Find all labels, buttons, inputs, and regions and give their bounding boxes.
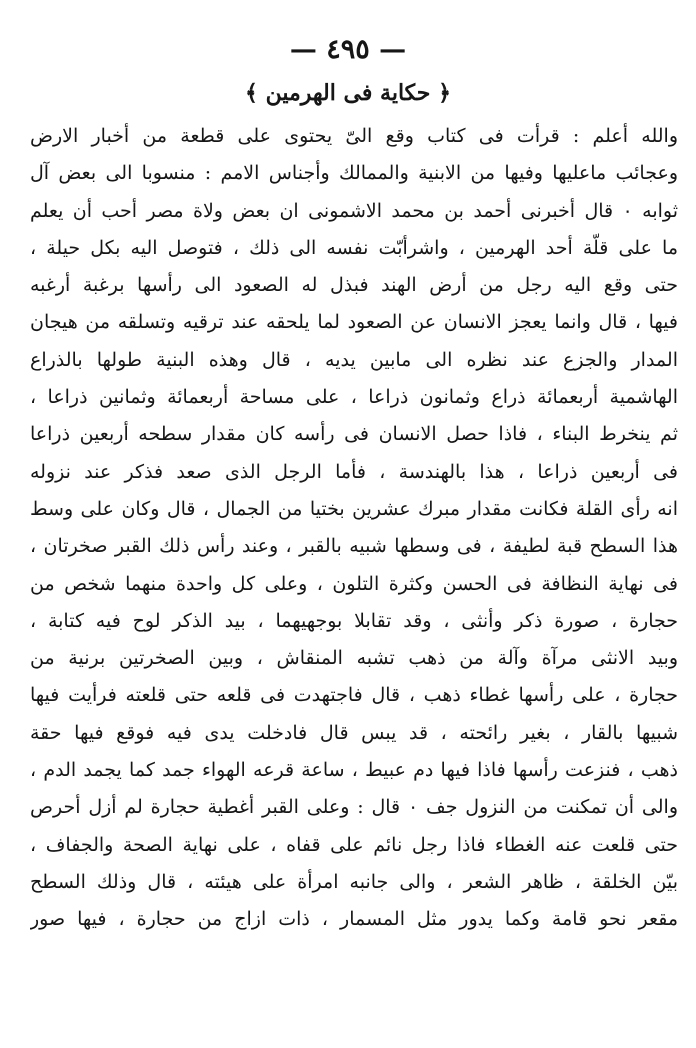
text-line: بيّن الخلقة ، ظاهر الشعر ، والى جانبه امرأة على هيئته ، قال وذلك السطح: [30, 870, 678, 893]
text-line: حجارة ، صورة ذكر وأنثى ، وقد تقابلا بوجهيهما ، بيد الذكر لوح فيه كتابة ،: [30, 609, 678, 632]
text-line: فى أربعين ذراعا ، هذا بالهندسة ، فأما الرجل الذى صعد فذكر عند نزوله: [30, 460, 678, 483]
text-line: حجارة ، على رأسها غطاء ذهب ، قال فاجتهدت فى قلعه حتى قلعته فرأيت فيها: [30, 684, 678, 707]
section-heading: ﴿ حكاية فى الهرمين ﴾: [245, 80, 451, 106]
text-line: فيها ، قال وانما يعجز الانسان عن الصعود لما يلحقه عند ترقيه وتسلقه من هيجان: [30, 311, 678, 334]
text-line: ثم ينخرط البناء ، فاذا حصل الانسان فى رأسه كان مقدار سطحه أربعين ذراعا: [30, 423, 678, 446]
text-line: شبيها بالقار ، بغير رائحته ، قد يبس قال فادخلت يدى فيه فوقع فيها حقة: [30, 721, 678, 744]
text-line: المدار والجزع عند نظره الى مابين يديه ، قال وهذه البنية طولها بالذراع: [30, 348, 678, 371]
text-line: فى نهاية النظافة فى الحسن وكثرة التلون ، وعلى كل واحدة منهما شخص من: [30, 572, 678, 595]
text-line: حتى وقع اليه رجل من أرض الهند فبذل له الصعود الى رأسها برغبة أرغبه: [30, 274, 678, 297]
page-number: — ٤٩٥ —: [289, 34, 407, 65]
text-line: ذهب ، فنزعت رأسها فاذا فيها دم عبيط ، ساعة قرعه الهواء جمد كما يجمد الدم ،: [30, 759, 678, 782]
text-line: والله أعلم : قرأت فى كتاب وقع الىّ يحتوى على قطعة من أخبار الارض: [30, 125, 678, 147]
text-line: حتى قلعت عنه الغطاء فاذا رجل نائم على قفاه ، على نهاية الصحة والجفاف ،: [30, 833, 678, 856]
text-line: والى أن تمكنت من النزول جف ٠ قال : وعلى القبر أغطية حجارة لم أزل أحرص: [30, 796, 678, 819]
text-line: انه رأى القلة فكانت مقدار مبرك عشرين بختيا من الجمال ، قال وكان على وسط: [30, 497, 678, 520]
body-text: [30, 118, 678, 939]
text-line: وعجائب ماعليها وفيها من الابنية والممالك وأجناس الامم : منسوبا الى بعض آل: [30, 162, 678, 185]
text-line: ثوابه ٠ قال أخبرنى أحمد بن محمد الاشمونى ان بعض ولاة مصر أحب أن يعلم: [30, 199, 678, 222]
text-line: وبيد الانثى مرآة وآلة من ذهب تشبه المنقاش ، وبين الصخرتين برنية من: [30, 647, 678, 670]
text-line: ما على قلّة أحد الهرمين ، واشرأبّت نفسه الى ذلك ، فتوصل اليه بكل حيلة ،: [30, 236, 678, 259]
text-line: الهاشمية أربعمائة ذراع وثمانون ذراعا ، على مساحة أربعمائة وثمانين ذراعا ،: [30, 386, 678, 409]
text-line: مقعر نحو قامة وكما يدور مثل المسمار ، ذات ازاج من حجارة ، فيها صور: [30, 908, 678, 931]
text-line: هذا السطح قبة لطيفة ، فى وسطها شبيه بالقبر ، وعند رأس ذلك القبر صخرتان ،: [30, 535, 678, 558]
